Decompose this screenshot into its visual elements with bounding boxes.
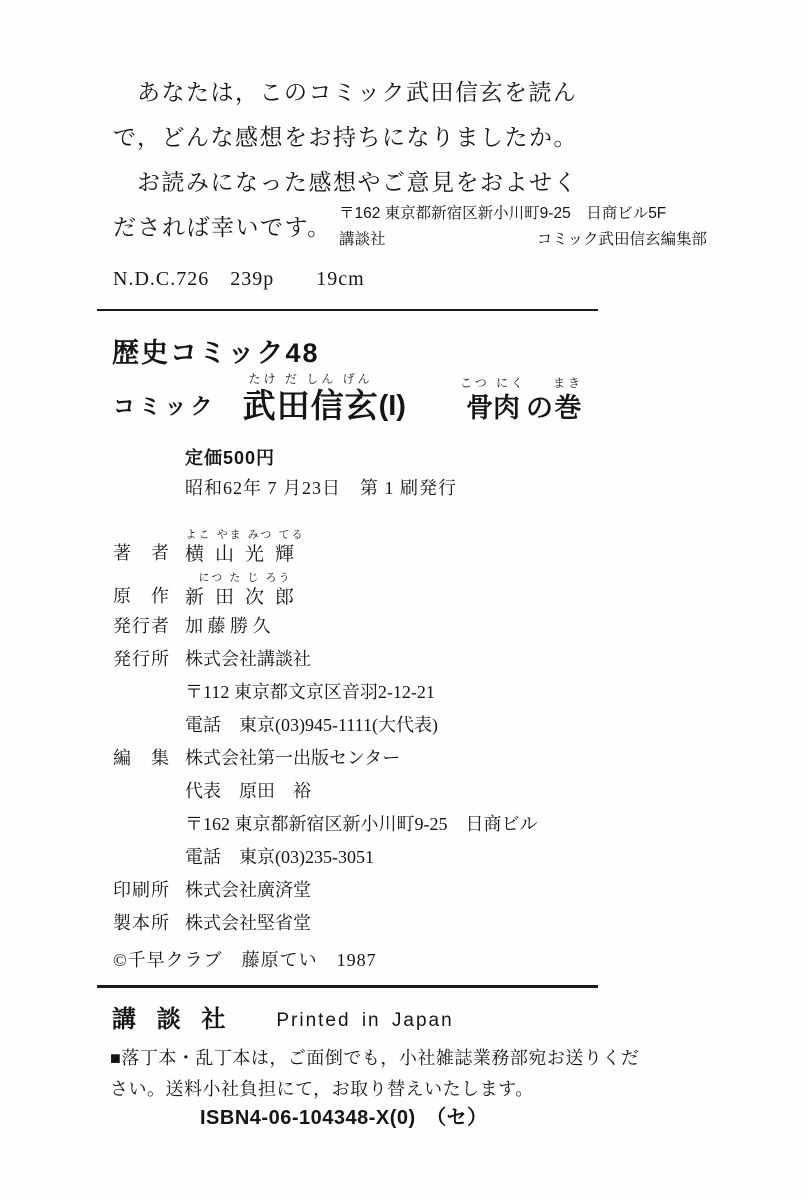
row-value: 〒112 東京都文京区音羽2-12-21 xyxy=(185,682,435,702)
title-main-text: 武田信玄 xyxy=(242,387,379,424)
message-line: お読みになった感想やご意見をおよせく xyxy=(137,170,578,195)
divider-rule-bottom xyxy=(97,985,598,988)
publisher-address-row xyxy=(113,676,538,709)
title-subtitle-part1 xyxy=(460,376,526,425)
original-author-row xyxy=(113,567,538,610)
notice-line: ■落丁本・乱丁本は，ご面倒でも，小社雑誌業務部宛お送りくだ xyxy=(110,1048,640,1068)
row-label: 発行所 xyxy=(113,649,170,669)
ndc-classification: N.D.C.726 239p 19cm xyxy=(113,268,365,290)
title-subtitle-part2 xyxy=(553,376,583,425)
row-value: 株式会社堅省堂 xyxy=(185,913,311,933)
subtitle-text-1: 骨肉 xyxy=(465,393,520,423)
colophon-credits xyxy=(113,524,538,976)
series-label: 歴史コミック48 xyxy=(112,338,320,368)
original-author-name-unit xyxy=(185,571,305,610)
publisher-name-small: 講談社 xyxy=(339,231,386,248)
editorial-address-block xyxy=(339,201,707,253)
row-value: 電話 東京(03)945-1111(大代表) xyxy=(185,715,438,735)
row-value: 株式会社第一出版センター xyxy=(185,748,401,768)
author-furigana: よこ やま みつ てる xyxy=(185,529,305,541)
notice-line: さい。送料小社負担にて，お取り替えいたします。 xyxy=(110,1079,534,1099)
message-line: だされば幸いです。 xyxy=(113,215,332,240)
publication-date: 昭和62年 7 月23日 第 1 刷発行 xyxy=(185,478,457,498)
original-author-name: 新田次郎 xyxy=(185,587,306,608)
original-author-furigana: につ た じ ろう xyxy=(198,572,292,584)
book-title-row xyxy=(113,372,583,425)
isbn-number: ISBN4-06-104348-X(0) （セ） xyxy=(200,1107,488,1129)
printed-in-japan: Printed in Japan xyxy=(276,1010,454,1031)
subtitle-furigana-2: まき xyxy=(553,376,584,390)
row-label: 編 集 xyxy=(113,748,170,768)
subtitle-particle: の xyxy=(526,393,554,423)
publisher-phone-row xyxy=(113,709,538,742)
row-label: 発行者 xyxy=(113,616,170,636)
subtitle-text-2: 巻 xyxy=(554,393,582,423)
divider-rule-top xyxy=(97,309,598,311)
publishing-house-row xyxy=(113,643,538,676)
original-author-label: 原 作 xyxy=(113,586,170,606)
row-value: 代表 原田 裕 xyxy=(185,781,311,801)
title-prefix: コミック xyxy=(113,394,217,419)
footer-brand-row xyxy=(112,999,454,1034)
printer-row xyxy=(113,874,538,907)
defective-copy-notice xyxy=(110,1043,690,1105)
row-value: 電話 東京(03)235-3051 xyxy=(185,847,374,867)
author-name-unit xyxy=(185,528,305,567)
subtitle-furigana-1: こつ にく xyxy=(459,376,527,390)
title-main-furigana: たけ だ しん げん xyxy=(248,372,373,386)
author-label: 著 者 xyxy=(113,543,170,563)
editorial-postal-address: 〒162 東京都新宿区新小川町9-25 日商ビル5F xyxy=(339,205,667,222)
message-line: で，どんな感想をお持ちになりましたか。 xyxy=(113,125,579,150)
row-value: 株式会社廣済堂 xyxy=(185,880,311,900)
copyright-line: ©千早クラブ 藤原てい 1987 xyxy=(113,950,377,970)
row-value: 〒162 東京都新宿区新小川町9-25 日商ビル xyxy=(185,814,538,834)
message-line: あなたは，このコミック武田信玄を読ん xyxy=(137,80,578,105)
editing-representative-row xyxy=(113,775,538,808)
editing-company-row xyxy=(113,742,538,775)
row-label: 製本所 xyxy=(113,913,170,933)
author-row xyxy=(113,524,538,567)
row-value: 加 藤 勝 久 xyxy=(185,616,271,636)
editing-address-row xyxy=(113,808,538,841)
author-name: 横山光輝 xyxy=(185,544,306,565)
price: 定価500円 xyxy=(185,448,276,468)
editing-phone-row xyxy=(113,841,538,874)
publisher-person-row xyxy=(113,610,538,643)
editorial-dept-name: コミック武田信玄編集部 xyxy=(536,231,707,248)
title-volume-number: (I) xyxy=(378,390,406,422)
bindery-row xyxy=(113,907,538,940)
title-main xyxy=(243,372,379,425)
row-value: 株式会社講談社 xyxy=(185,649,311,669)
publisher-logo-text: 講 談 社 xyxy=(112,1006,233,1033)
row-label: 印刷所 xyxy=(113,880,170,900)
